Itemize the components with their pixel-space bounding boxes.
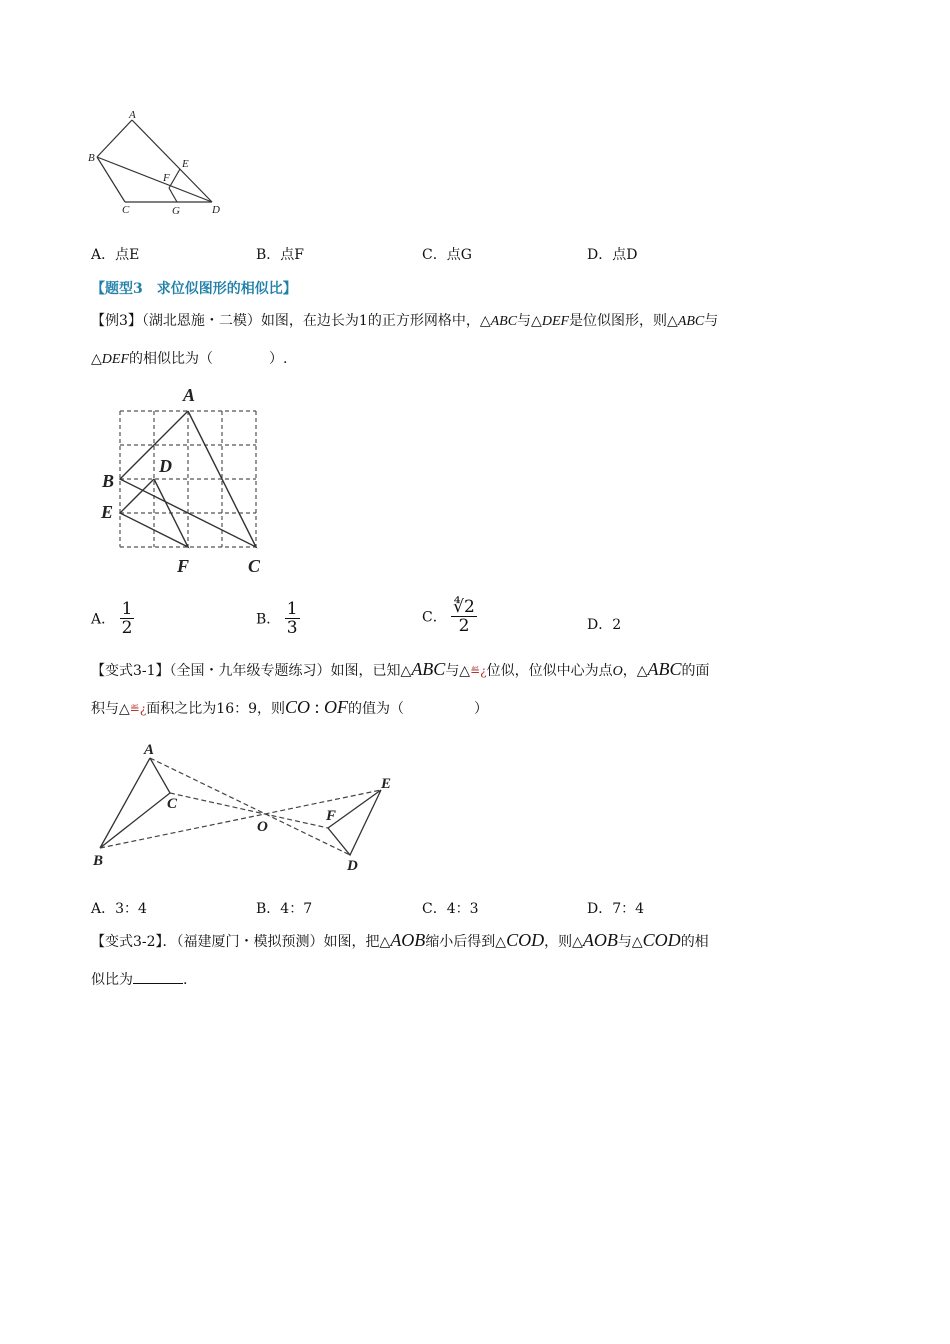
q1-option-a: A．点E (91, 247, 140, 263)
text: . (183, 972, 188, 988)
q3-option-d: D．7：4 (587, 901, 645, 917)
denominator: 2 (121, 618, 133, 638)
label-c: C (248, 556, 261, 576)
q1-option-d: D．点D (587, 247, 638, 263)
edge-bc (97, 157, 125, 202)
figure-homothety (88, 738, 403, 878)
q2-option-c (422, 598, 477, 635)
label-d: D (212, 204, 220, 216)
label-a: A (144, 742, 155, 758)
label-f: F (326, 808, 337, 824)
example3-line2 (91, 350, 861, 369)
text: 【例3】（湖北恩施・二模）如图，在边长为1的正方形网格中，△ (91, 313, 491, 329)
q2-option-a (91, 600, 134, 637)
label-e: E (381, 776, 392, 792)
label-c: C (167, 796, 178, 812)
math-of: OF (324, 697, 349, 717)
text: 的相似比为（ ）. (129, 351, 288, 367)
numerator: 1 (121, 599, 133, 619)
math-abc: ABC (647, 659, 682, 679)
math-cod: COD (506, 930, 545, 950)
label-d: D (347, 858, 358, 874)
glyph-inverted-question: ¿ (139, 702, 147, 716)
math-abc: ABC (490, 314, 518, 329)
math-o: O (612, 664, 623, 679)
variant32-line2 (91, 971, 861, 989)
text: △ (91, 351, 102, 367)
text: ，则△ (544, 934, 583, 950)
math-cod: COD (642, 930, 681, 950)
label-e: E (101, 502, 114, 522)
grid-lines (120, 411, 256, 547)
fraction (285, 600, 300, 637)
text: 的面 (681, 663, 710, 679)
math-aob: AOB (390, 930, 426, 950)
text: 积与△ (91, 701, 130, 717)
q3-option-a: A．3：4 (91, 901, 147, 917)
math-co: CO (285, 697, 311, 717)
option-label: B． (256, 611, 281, 628)
label-a: A (183, 385, 196, 405)
label-b: B (88, 152, 95, 164)
numerator: ∜2 (453, 597, 475, 617)
label-b: B (102, 471, 115, 491)
denominator: 3 (286, 618, 298, 638)
math-abc: ABC (677, 314, 705, 329)
glyph-inverted-question: ¿ (480, 664, 487, 678)
example3-line1 (91, 312, 861, 331)
triangle-abc (100, 758, 170, 848)
q3-option-c: C．4：3 (422, 901, 479, 917)
text: 【变式3-2】．（福建厦门・模拟预测）如图，把△ (91, 934, 391, 950)
label-d: D (159, 456, 172, 476)
option-label: A． (91, 611, 116, 628)
q2-option-d: D．2 (587, 617, 622, 633)
label-a: A (129, 109, 136, 121)
text: 的相 (680, 934, 709, 950)
text: 面积之比为16：9，则 (146, 701, 286, 717)
label-b: B (93, 853, 104, 869)
q1-option-b: B．点F (256, 247, 305, 263)
math-def: DEF (101, 352, 129, 367)
variant32-line1 (91, 931, 861, 951)
glyph-def: ≝ (129, 702, 140, 716)
figure-grid (95, 382, 280, 577)
variant31-line2 (91, 698, 861, 718)
math-def: DEF (541, 314, 570, 329)
fraction (120, 600, 135, 637)
edge-ad (132, 120, 212, 202)
fraction (451, 598, 477, 635)
label-o: O (257, 819, 268, 835)
variant31-line1 (91, 660, 861, 681)
text: 与△ (617, 934, 643, 950)
label-c: C (122, 204, 130, 216)
denominator: 2 (458, 616, 470, 636)
figure-quadrilateral (85, 105, 235, 220)
text: 与△ (517, 313, 542, 329)
text: 与 (704, 313, 719, 329)
numerator: 1 (286, 599, 298, 619)
edge-bd (97, 157, 212, 202)
math-abc: ABC (411, 659, 446, 679)
label-g: G (172, 205, 180, 217)
text: ，△ (622, 663, 648, 679)
text: 【变式3-1】（全国・九年级专题练习）如图，已知△ (91, 663, 412, 679)
section-heading: 【题型3 求位似图形的相似比】 (91, 281, 297, 297)
text: 位似，位似中心为点 (486, 663, 613, 679)
q1-option-c: C．点G (422, 247, 472, 263)
text: 的值为（ ） (348, 701, 489, 717)
edge-ef (169, 169, 180, 188)
q2-option-b (256, 600, 300, 637)
text: 与△ (445, 663, 471, 679)
edge-fg (169, 188, 177, 202)
label-f: F (177, 556, 190, 576)
text: 缩小后得到△ (425, 934, 507, 950)
edge-ab (97, 120, 132, 157)
label-e: E (182, 158, 189, 170)
answer-blank[interactable] (133, 971, 183, 984)
label-f: F (163, 172, 170, 184)
option-label: C． (422, 609, 447, 626)
text: 似比为 (91, 972, 133, 988)
math-aob: AOB (582, 930, 618, 950)
math-colon: : (310, 697, 325, 717)
glyph-def: ≝ (470, 664, 481, 678)
q3-option-b: B．4：7 (256, 901, 313, 917)
text: 是位似图形，则△ (569, 313, 678, 329)
